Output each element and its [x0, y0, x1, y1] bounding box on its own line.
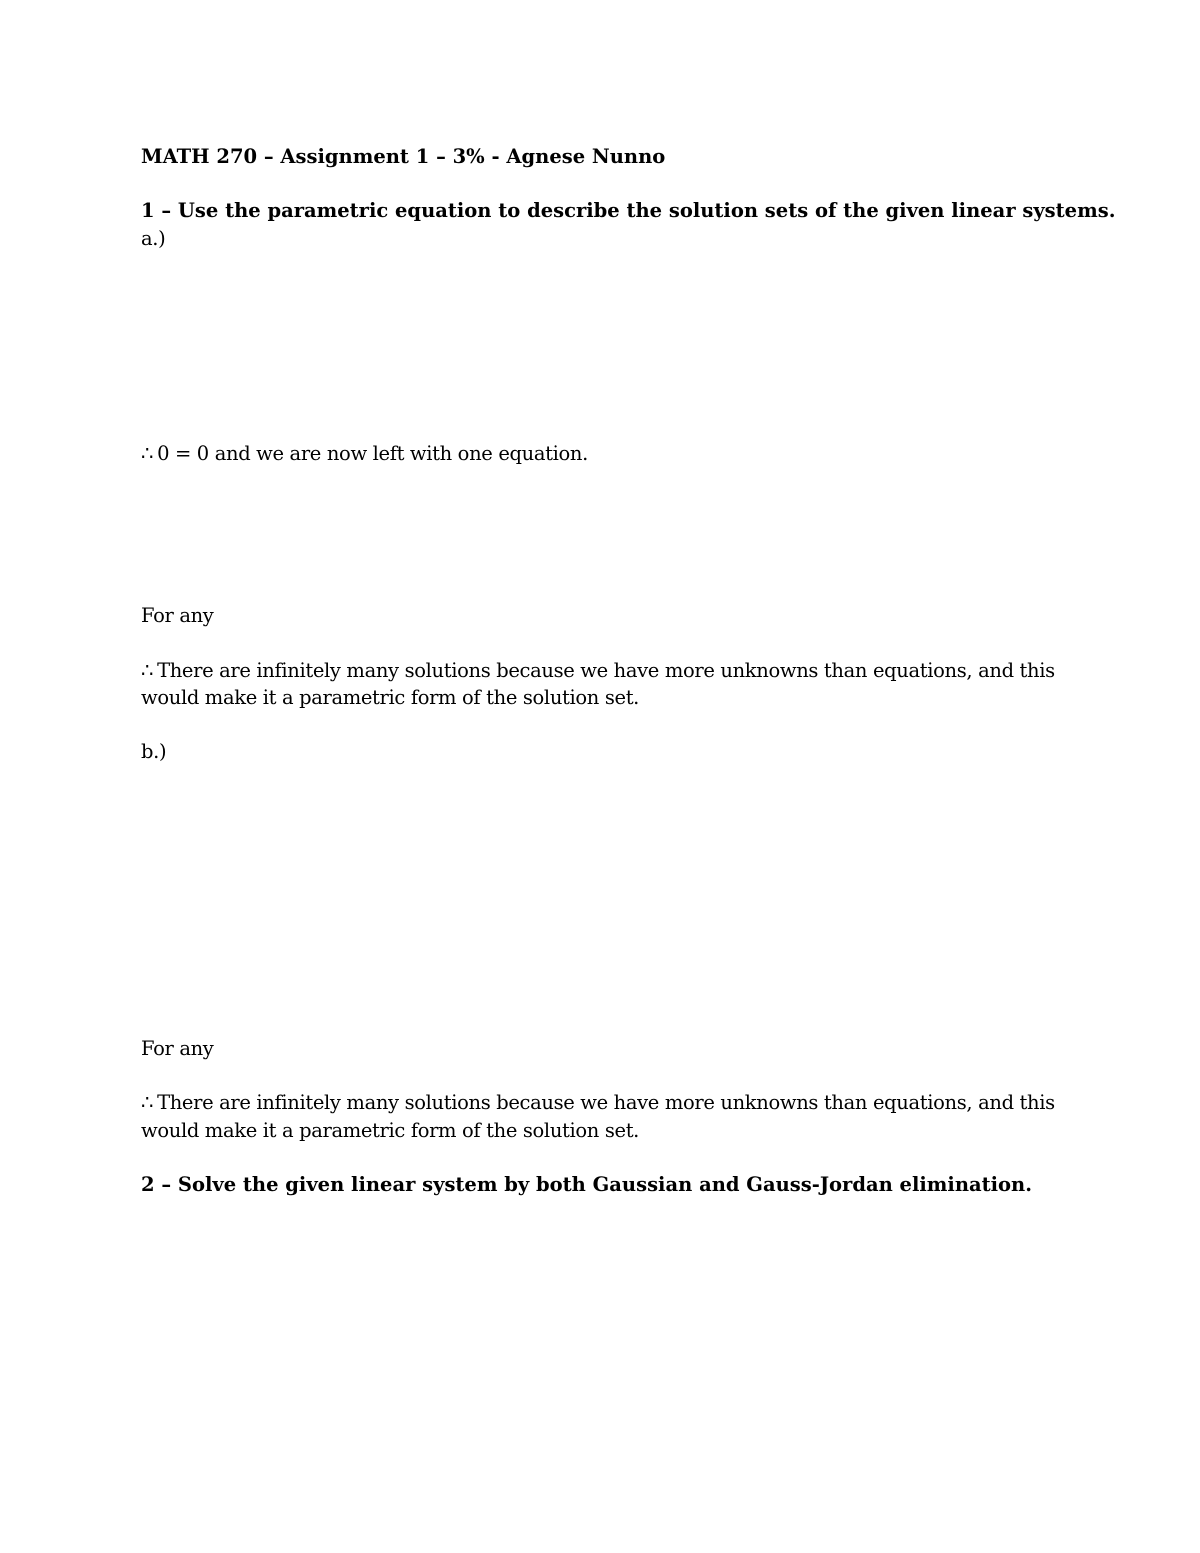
part-a-note	[141, 440, 1061, 467]
part-a-conclusion-text-1: There are infinitely many solutions because we have more unknowns than equations, and this	[157, 659, 1055, 682]
part-b-conclusion-text-1: There are infinitely many solutions because we have more unknowns than equations, and this	[157, 1091, 1055, 1114]
therefore-symbol: ∴	[141, 659, 154, 682]
part-a-conclusion-line-1	[141, 657, 1061, 684]
part-b-conclusion-line-1	[141, 1089, 1061, 1116]
part-a-for-any: For any	[141, 604, 214, 627]
part-b-conclusion-line-2: would make it a parametric form of the solution set.	[141, 1119, 640, 1142]
part-a-conclusion-line-2: would make it a parametric form of the solution set.	[141, 686, 640, 709]
therefore-symbol: ∴	[141, 1091, 154, 1114]
therefore-symbol: ∴	[141, 442, 154, 465]
part-a-note-text: 0 = 0 and we are now left with one equation.	[157, 442, 588, 465]
part-b-label: b.)	[141, 740, 167, 763]
part-b-for-any: For any	[141, 1037, 214, 1060]
question-1-heading: 1 – Use the parametric equation to describe the solution sets of the given linear systems.	[141, 199, 1116, 222]
question-2-heading: 2 – Solve the given linear system by both Gaussian and Gauss-Jordan elimination.	[141, 1173, 1033, 1196]
part-a-label: a.)	[141, 227, 166, 250]
document-title: MATH 270 – Assignment 1 – 3% - Agnese Nunno	[141, 145, 666, 168]
